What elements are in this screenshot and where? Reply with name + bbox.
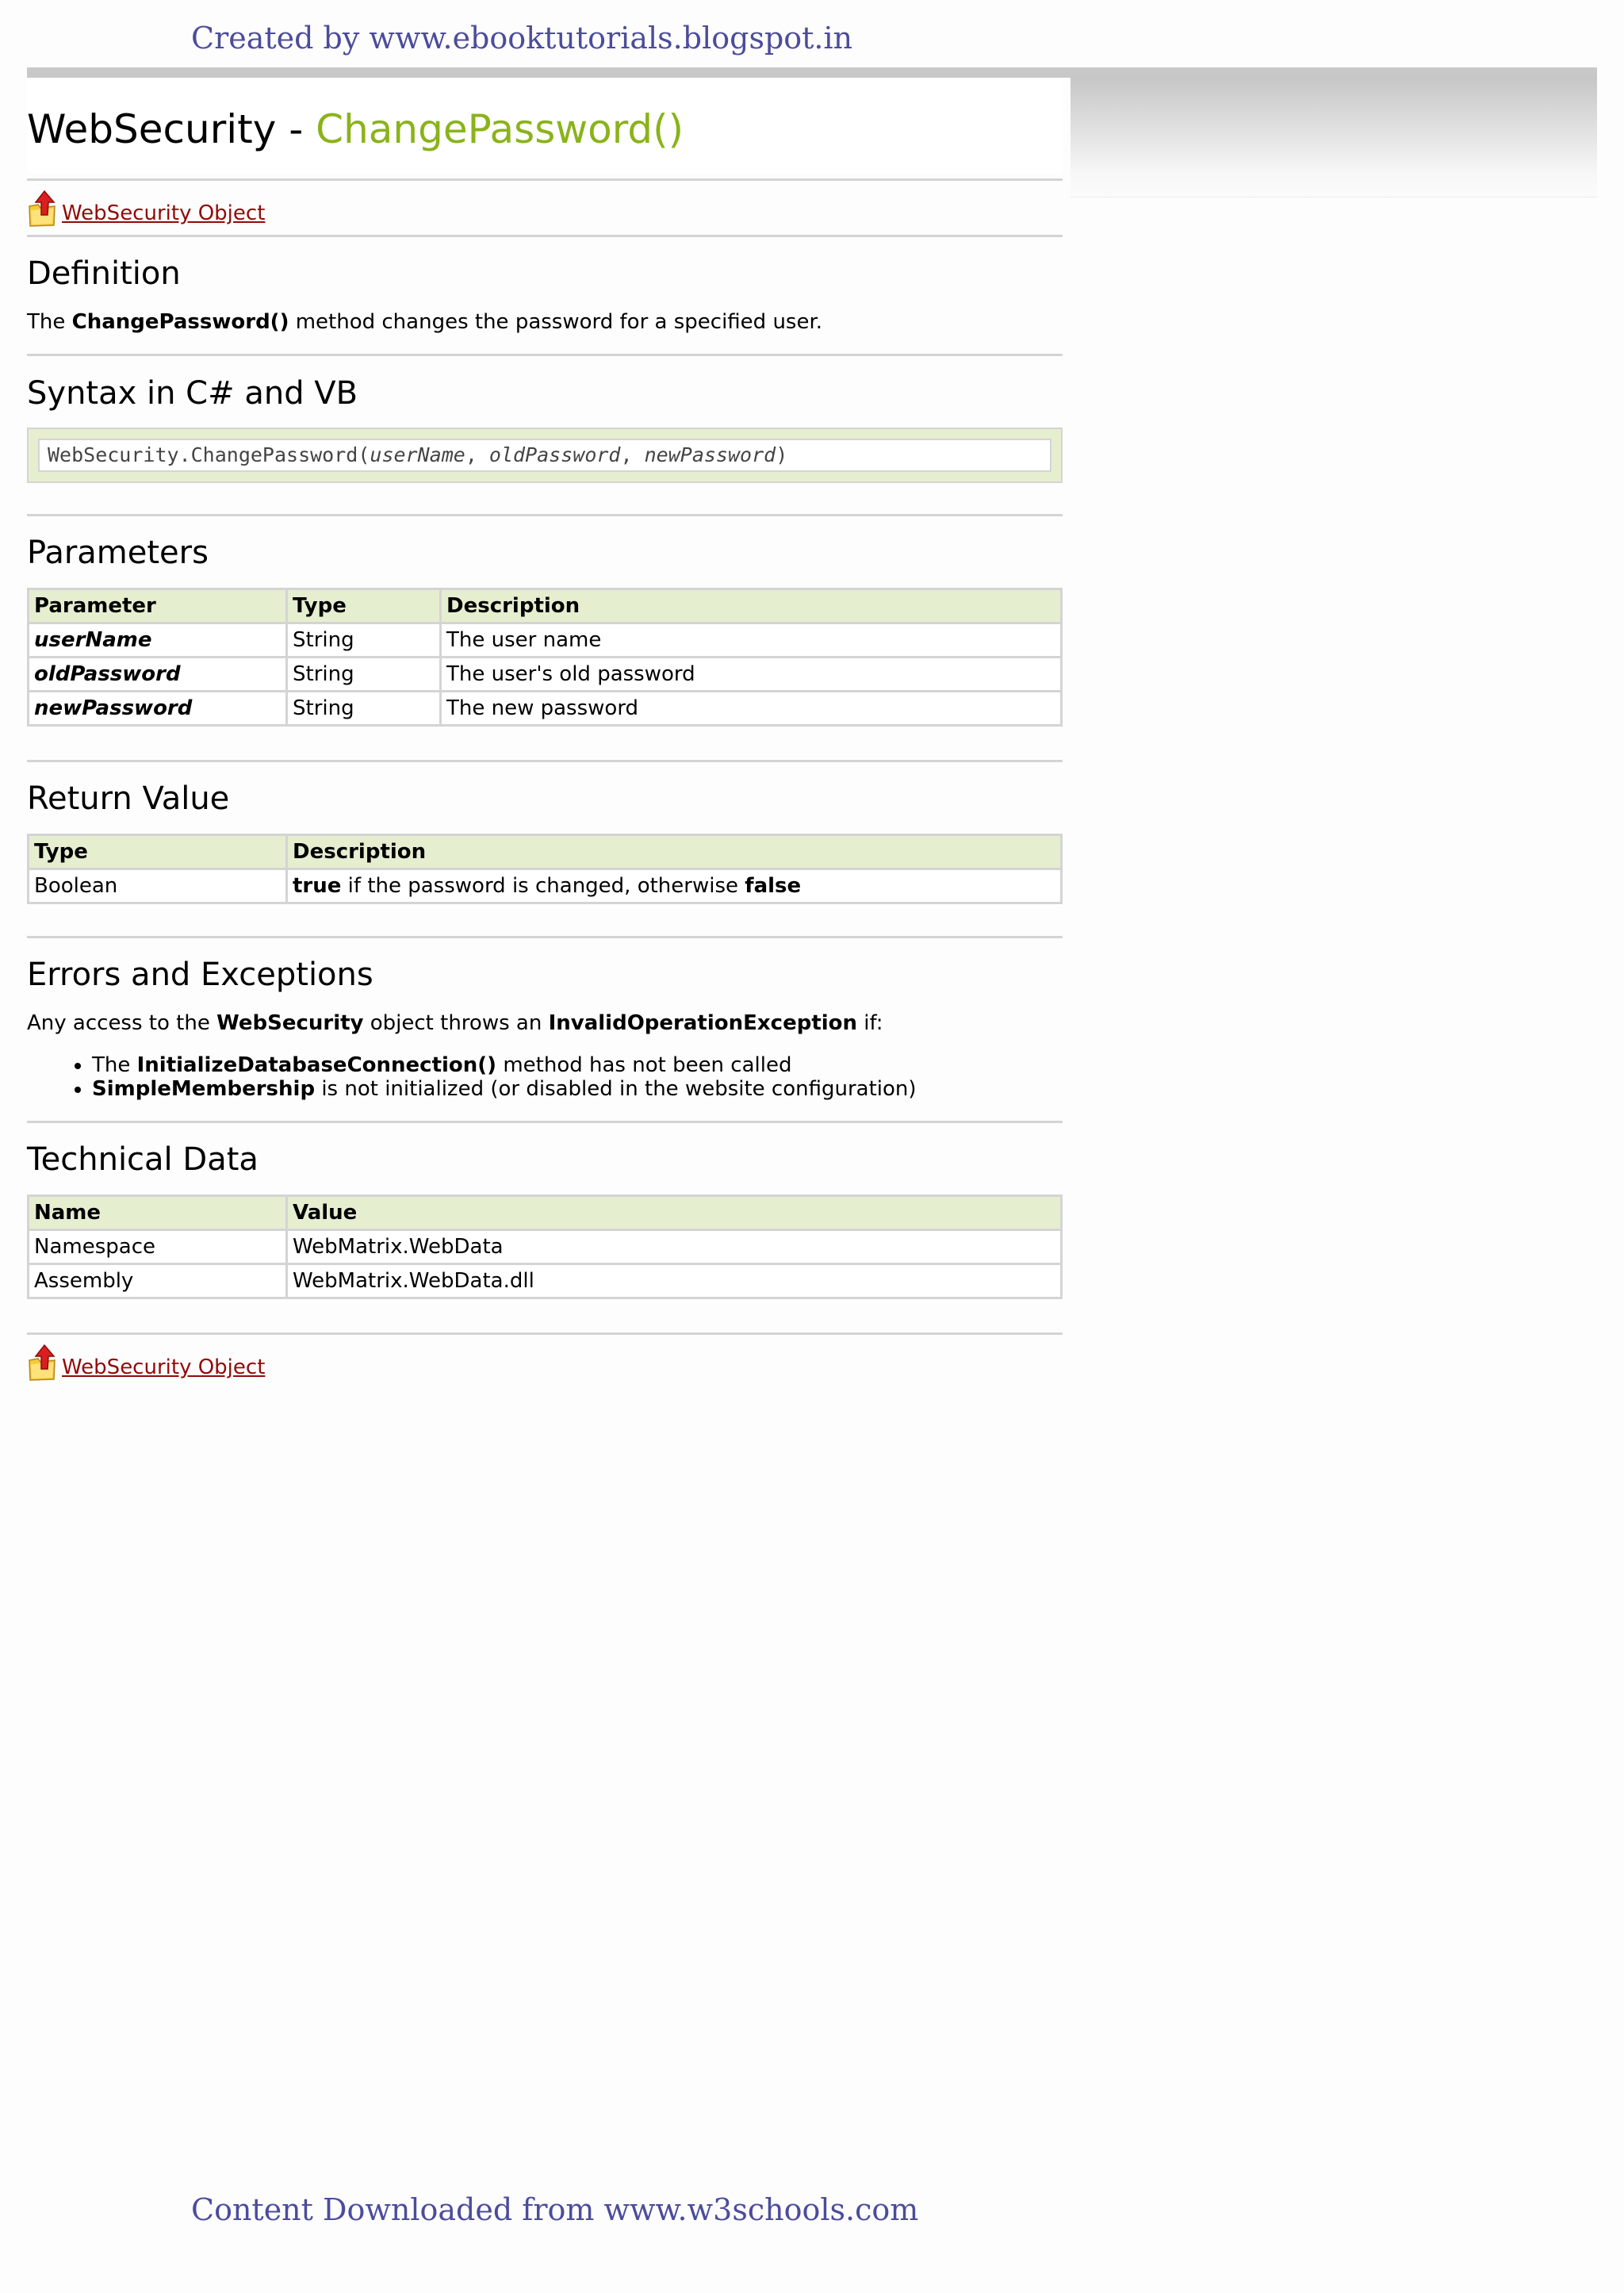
definition-text (27, 310, 822, 334)
column-header: Parameter (29, 589, 287, 623)
return-middle: if the password is changed, otherwise (341, 874, 745, 898)
table-row (29, 623, 1062, 658)
param-name: newPassword (29, 692, 287, 726)
param-description: The user name (441, 623, 1062, 658)
definition-text-after: method changes the password for a specified user. (289, 310, 823, 334)
errors-intro (27, 1011, 883, 1035)
table-row (29, 1264, 1062, 1298)
side-banner (1071, 78, 1597, 197)
list-item (92, 1053, 917, 1077)
column-header: Type (29, 835, 287, 869)
syntax-arg-oldpassword: oldPassword (488, 443, 621, 466)
divider (27, 178, 1063, 181)
param-type: String (287, 692, 441, 726)
parameters-table (27, 588, 1063, 727)
definition-text-before: The (27, 310, 72, 334)
table-row (29, 658, 1062, 692)
return-true: true (293, 874, 342, 898)
syntax-sep: , (620, 443, 645, 466)
header-watermark: Created by www.ebooktutorials.blogspot.in (191, 21, 853, 56)
parameters-heading: Parameters (27, 535, 209, 571)
page-title (27, 106, 684, 152)
return-description (287, 869, 1062, 903)
divider (27, 1121, 1063, 1123)
folder-up-arrow-icon (27, 189, 59, 227)
syntax-arg-username: userName (370, 443, 465, 466)
divider (27, 354, 1063, 356)
error-item-bold: InitializeDatabaseConnection() (136, 1053, 497, 1077)
tech-value: WebMatrix.WebData (287, 1230, 1062, 1264)
divider (27, 760, 1063, 762)
back-link-bottom[interactable] (27, 1343, 265, 1381)
main-content (27, 78, 1063, 1379)
websecurity-object-link[interactable]: WebSecurity Object (62, 1355, 266, 1379)
param-type: String (287, 623, 441, 658)
return-type: Boolean (29, 869, 287, 903)
errors-object: WebSecurity (216, 1011, 364, 1035)
param-description: The user's old password (441, 658, 1062, 692)
divider (27, 514, 1063, 516)
page-title-method: ChangePassword() (316, 106, 684, 152)
errors-list (27, 1053, 917, 1101)
divider (27, 1332, 1063, 1335)
tech-name: Namespace (29, 1230, 287, 1264)
table-header-row (29, 589, 1062, 623)
column-header: Value (287, 1196, 1062, 1230)
column-header: Type (287, 589, 441, 623)
syntax-heading: Syntax in C# and VB (27, 375, 358, 412)
divider (27, 936, 1063, 938)
footer-watermark: Content Downloaded from www.w3schools.com (191, 2192, 919, 2227)
websecurity-object-link[interactable]: WebSecurity Object (62, 201, 266, 225)
tech-value: WebMatrix.WebData.dll (287, 1264, 1062, 1298)
return-false: false (745, 874, 802, 898)
return-value-table (27, 834, 1063, 904)
errors-exception: InvalidOperationException (548, 1011, 858, 1035)
syntax-code-box (27, 428, 1063, 483)
definition-method: ChangePassword() (71, 310, 289, 334)
param-name: userName (29, 623, 287, 658)
return-value-heading: Return Value (27, 780, 230, 817)
definition-heading: Definition (27, 255, 181, 292)
top-bar (27, 67, 1597, 78)
technical-data-heading: Technical Data (27, 1141, 259, 1178)
param-description: The new password (441, 692, 1062, 726)
divider (27, 235, 1063, 237)
column-header: Name (29, 1196, 287, 1230)
column-header: Description (287, 835, 1062, 869)
table-header-row (29, 835, 1062, 869)
errors-heading: Errors and Exceptions (27, 957, 373, 993)
errors-intro-text: Any access to the (27, 1011, 217, 1035)
technical-data-table (27, 1194, 1063, 1299)
errors-intro-text: if: (857, 1011, 883, 1035)
error-item-bold: SimpleMembership (92, 1077, 316, 1101)
table-header-row (29, 1196, 1062, 1230)
back-link-top[interactable] (27, 189, 265, 227)
syntax-call: WebSecurity.ChangePassword( (48, 443, 370, 466)
table-row (29, 692, 1062, 726)
syntax-close: ) (776, 443, 788, 466)
folder-up-arrow-icon (27, 1343, 59, 1381)
page-title-object: WebSecurity - (27, 106, 316, 152)
title-area (27, 78, 1063, 173)
error-item-text: method has not been called (496, 1053, 792, 1077)
tech-name: Assembly (29, 1264, 287, 1298)
error-item-text: The (92, 1053, 137, 1077)
errors-intro-text: object throws an (363, 1011, 549, 1035)
syntax-arg-newpassword: newPassword (644, 443, 776, 466)
syntax-sep: , (465, 443, 489, 466)
table-row (29, 1230, 1062, 1264)
param-name: oldPassword (29, 658, 287, 692)
table-row (29, 869, 1062, 903)
column-header: Description (441, 589, 1062, 623)
param-type: String (287, 658, 441, 692)
syntax-code (38, 439, 1051, 472)
error-item-text: is not initialized (or disabled in the website configuration) (315, 1077, 917, 1101)
list-item (92, 1077, 917, 1101)
